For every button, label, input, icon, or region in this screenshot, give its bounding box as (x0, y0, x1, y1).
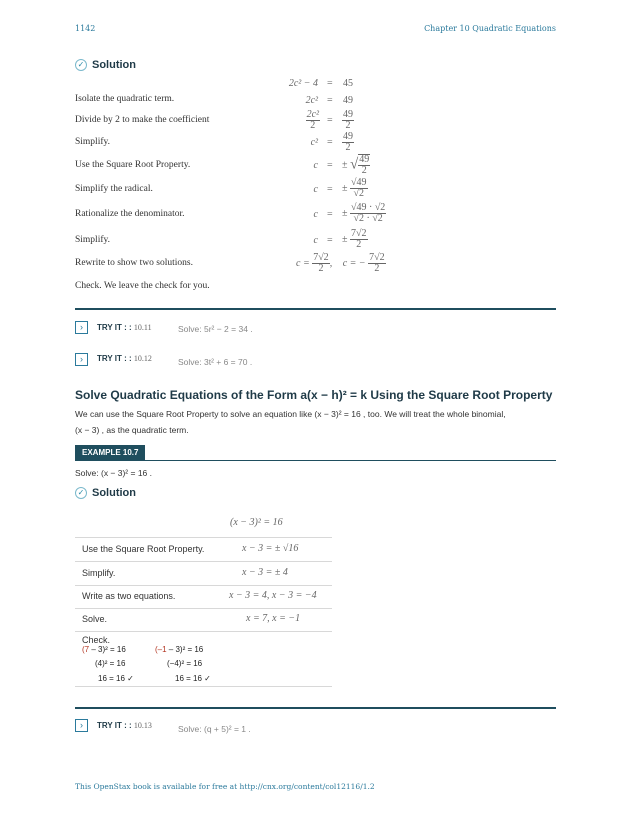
equation-left: c (313, 160, 318, 171)
fraction-denominator: 2 (345, 142, 351, 153)
footer-text: This OpenStax book is available for free at http://cnx.org/content/col12116/1.2 (75, 782, 375, 791)
page-number: 1142 (75, 24, 96, 33)
equation-left: c (313, 235, 318, 246)
equation-left (306, 110, 320, 131)
step-label: Simplify the radical. (75, 184, 153, 194)
fraction-numerator: 49 (359, 154, 370, 165)
fraction-numerator: 2c² (306, 109, 319, 120)
table-row-label: Write as two equations. (82, 591, 176, 601)
equals-sign: = (327, 235, 333, 246)
try-it-label: TRY IT : : 10.12 (97, 354, 152, 363)
try-it-problem: Solve: 3t² + 6 = 70 . (178, 357, 253, 367)
check-line: (−4)² = 16 (167, 659, 203, 668)
table-divider (75, 537, 332, 538)
section-title: Solve Quadratic Equations of the Form a(x − h)² = k Using the Square Root Property (75, 388, 553, 402)
example-badge: EXAMPLE 10.7 (75, 445, 145, 461)
check-circle-icon: ✓ (75, 487, 87, 499)
fraction-numerator: √49 · √2 (351, 202, 386, 213)
fraction-numerator: 7√2 (313, 252, 329, 263)
equation-left: c (313, 184, 318, 195)
table-row-math: x = 7, x = −1 (246, 613, 301, 624)
table-row-math: x − 3 = 4, x − 3 = −4 (229, 590, 317, 601)
section-divider (75, 707, 556, 709)
equation-left: 2c² − 4 (288, 78, 318, 89)
table-divider (75, 608, 332, 609)
try-it-label: TRY IT : : 10.13 (97, 721, 152, 730)
check-circle-icon: ✓ (75, 59, 87, 71)
table-row-label: Simplify. (82, 568, 116, 578)
try-it-label: TRY IT : : 10.11 (97, 323, 152, 332)
step-label: Divide by 2 to make the coefficient (75, 115, 210, 125)
step-label: Use the Square Root Property. (75, 160, 191, 170)
equation-left: 2c² (305, 95, 318, 106)
fraction-numerator: 49 (343, 109, 353, 120)
fraction-denominator: 2 (374, 263, 380, 274)
solution-heading: Solution (92, 59, 136, 71)
try-it-problem: Solve: 5r² − 2 = 34 . (178, 324, 253, 334)
solution-heading: Solution (92, 487, 136, 499)
table-divider (75, 631, 332, 632)
try-it-problem: Solve: (q + 5)² = 1 . (178, 724, 251, 734)
equals-sign: = (327, 95, 333, 106)
fraction-denominator: 2 (361, 165, 367, 176)
fraction-denominator: √2 (353, 188, 364, 199)
equation-right (342, 110, 354, 131)
equation-left: c² (310, 137, 318, 148)
check-line: 16 = 16 ✓ (175, 674, 211, 683)
step-label: Check. We leave the check for you. (75, 281, 210, 291)
check-line: (4)² = 16 (95, 659, 126, 668)
section-paragraph-line: (x − 3) , as the quadratic term. (75, 425, 189, 435)
section-divider (75, 308, 556, 310)
equals-sign: = (327, 160, 333, 171)
equals-sign: = (327, 115, 333, 126)
step-label: Simplify. (75, 235, 111, 245)
equation-left: c (313, 209, 318, 220)
check-line: 16 = 16 ✓ (98, 674, 134, 683)
example-prompt: Solve: (x − 3)² = 16 . (75, 468, 153, 478)
check-label: Check. (82, 635, 111, 645)
fraction-numerator: 7√2 (369, 252, 385, 263)
equals-sign: = (327, 209, 333, 220)
step-label: Rationalize the denominator. (75, 209, 185, 219)
step-label: Isolate the quadratic term. (75, 94, 175, 104)
section-paragraph-line: We can use the Square Root Property to solve an equation like (x − 3)² = 16 , too. We will treat the whole binomial, (75, 409, 506, 419)
equation-right: ± $\frac{√49 \cdot √2}{√2 \cdot √2}$ (342, 202, 386, 224)
equals-sign: = (327, 184, 333, 195)
check-line: (7 – 3)² = 16 (82, 645, 126, 654)
table-row-math: x − 3 = ± √16 (242, 543, 299, 554)
equation-right: 49 (343, 95, 353, 106)
table-row-label: Use the Square Root Property. (82, 544, 205, 554)
radical-icon: √ (350, 156, 359, 173)
fraction-denominator: 2 (345, 120, 351, 131)
equation-right: ± $\frac{√49}{√2}$ (342, 177, 367, 199)
fraction-numerator: √49 (351, 177, 367, 188)
fraction-denominator: √2 · √2 (353, 213, 383, 224)
fraction-denominator: 2 (310, 120, 316, 131)
equals-sign: = (327, 137, 333, 148)
chevron-right-icon[interactable]: › (75, 353, 88, 366)
equation-right: ± $\frac{7√2}{2}$ (342, 228, 367, 250)
table-divider (75, 561, 332, 562)
table-top-equation: (x − 3)² = 16 (230, 517, 283, 528)
chevron-right-icon[interactable]: › (75, 321, 88, 334)
equation-right: ± √ $\frac{49}{2}$ (342, 154, 370, 176)
equation-right: 45 (343, 78, 353, 89)
step-label: Rewrite to show two solutions. (75, 258, 193, 268)
example-rule (75, 460, 556, 461)
equals-sign: = (327, 78, 333, 89)
chapter-title: Chapter 10 Quadratic Equations (424, 24, 556, 33)
fraction-denominator: 2 (318, 263, 324, 274)
two-solutions: c = $\frac{7√2}{2}$ , c = − $\frac{7√2}{2}$ (296, 252, 385, 274)
equation-right (342, 132, 354, 153)
table-divider (75, 585, 332, 586)
step-label: Simplify. (75, 137, 111, 147)
table-row-label: Solve. (82, 614, 108, 624)
fraction-numerator: 49 (343, 131, 353, 142)
table-divider (75, 686, 332, 687)
fraction-denominator: 2 (356, 239, 362, 250)
check-line: (–1 – 3)² = 16 (155, 645, 204, 654)
fraction-numerator: 7√2 (351, 228, 367, 239)
chevron-right-icon[interactable]: › (75, 719, 88, 732)
table-row-math: x − 3 = ± 4 (242, 567, 288, 578)
